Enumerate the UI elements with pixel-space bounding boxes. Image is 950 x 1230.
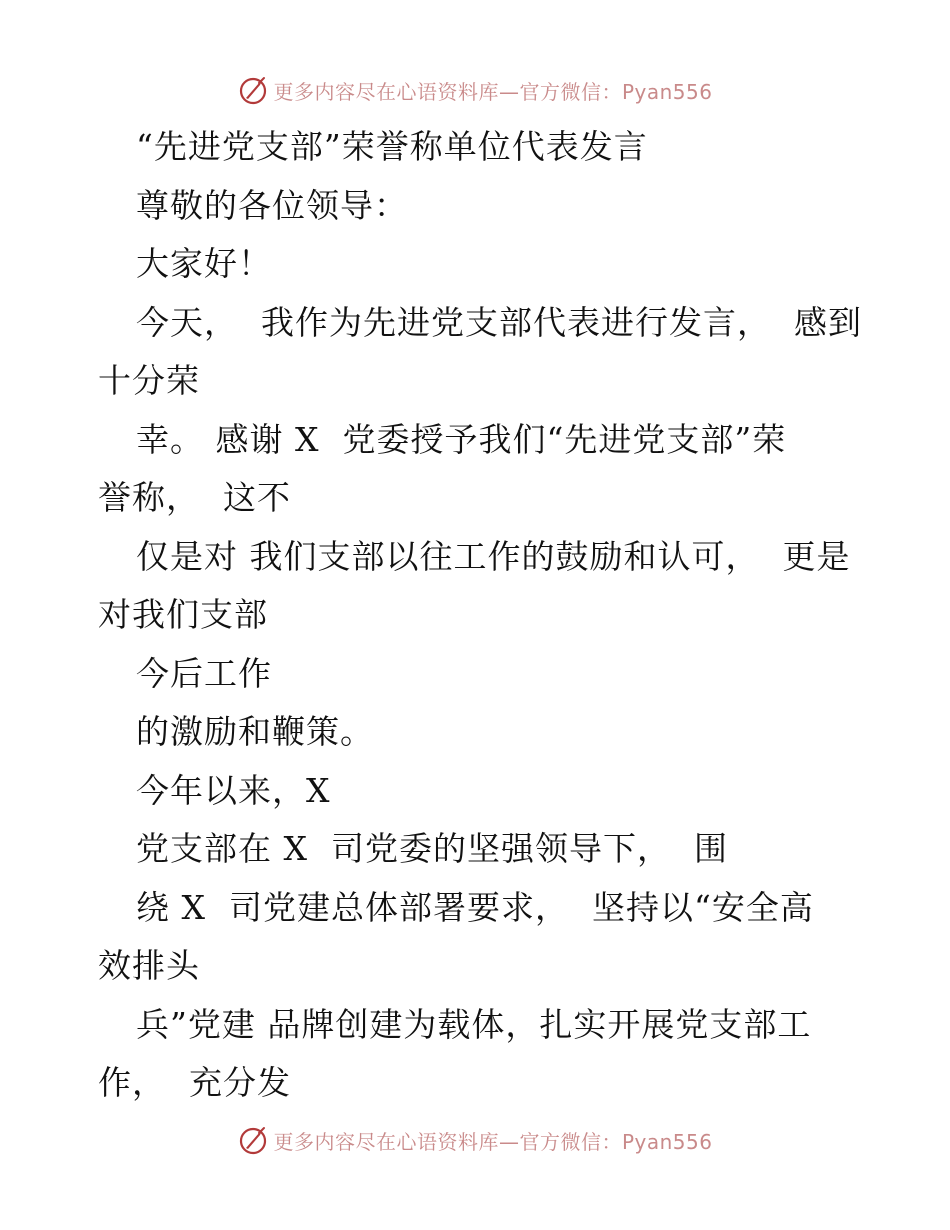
footer-watermark xyxy=(0,1120,950,1160)
paragraph-line: 对我们支部 xyxy=(98,595,268,634)
quill-pen-logo-icon xyxy=(237,74,269,106)
paragraph-line: “先进党支部”荣誉称单位代表发言 xyxy=(136,127,648,166)
paragraph-line: 大家好！ xyxy=(136,244,272,283)
paragraph-line: 今后工作 xyxy=(136,653,272,693)
paragraph-line: 作， 充分发 xyxy=(98,1063,291,1102)
paragraph-line: 誉称， 这不 xyxy=(98,478,291,517)
watermark-text: 更多内容尽在心语资料库—官方微信：Pyan556 xyxy=(273,1129,713,1154)
paragraph-line: 效排头 xyxy=(98,946,200,985)
watermark-text: 更多内容尽在心语资料库—官方微信：Pyan556 xyxy=(273,79,713,104)
paragraph-line: 十分荣 xyxy=(98,361,200,400)
paragraph-line: 兵”党建 品牌创建为载体，扎实开展党支部工 xyxy=(136,1004,812,1044)
paragraph-line: 今年以来，X xyxy=(136,770,331,810)
header-watermark xyxy=(0,70,950,110)
paragraph-line: 尊敬的各位领导： xyxy=(136,185,408,225)
paragraph-line: 今天， 我作为先进党支部代表进行发言， 感到 xyxy=(136,302,862,342)
quill-pen-logo-icon xyxy=(237,1124,269,1156)
paragraph-line: 党支部在 X 司党委的坚强领导下， 围 xyxy=(136,829,728,868)
paragraph-line: 绕 X 司党建总体部署要求， 坚持以“安全高 xyxy=(136,887,814,927)
paragraph-line: 仅是对 我们支部以往工作的鼓励和认可， 更是 xyxy=(136,536,851,576)
document-body xyxy=(98,118,862,1113)
paragraph-line: 的激励和鞭策。 xyxy=(136,712,374,751)
paragraph-line: 幸。 感谢 X 党委授予我们“先进党支部”荣 xyxy=(136,419,787,459)
